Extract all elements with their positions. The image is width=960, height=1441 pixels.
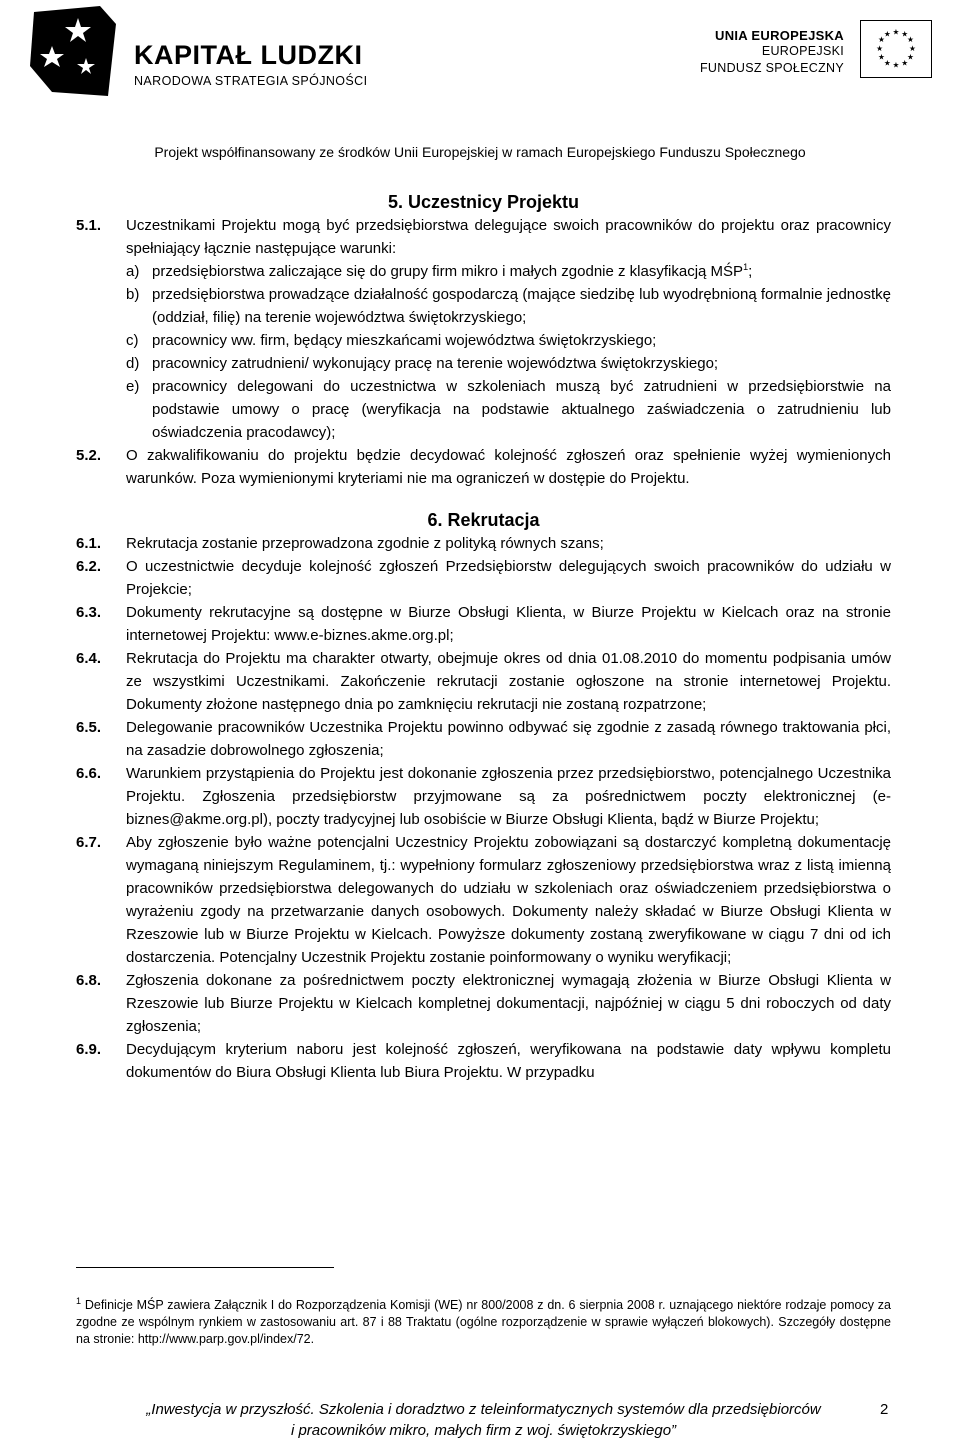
cofinance-statement: Projekt współfinansowany ze środków Unii Europejskiej w ramach Europejskiego Funduszu Społecznego [154, 144, 806, 160]
condition-b [126, 283, 891, 329]
condition-label: a) [126, 263, 140, 280]
clause-6-9 [76, 1038, 891, 1084]
clause-number: 5.1. [76, 217, 102, 234]
clause-text: Delegowanie pracowników Uczestnika Projektu powinno odbywać się zgodnie z zasadą równego traktowania płci, na zasadzie dobrowolnego zgłoszenia; [126, 719, 891, 759]
kapital-ludzki-title: KAPITAŁ LUDZKI [134, 40, 363, 70]
clause-number: 6.4. [76, 650, 102, 667]
clause-number: 6.9. [76, 1041, 102, 1058]
svg-text:★: ★ [883, 29, 891, 39]
svg-text:★: ★ [901, 58, 909, 68]
clause-number: 6.5. [76, 719, 102, 736]
eu-fund-line1: EUROPEJSKI [761, 44, 844, 58]
footer-line-1: „Inwestycja w przyszłość. Szkolenia i doradztwo z teleinformatycznych systemów dla przedsiębiorców [146, 1401, 821, 1418]
clause-number: 6.2. [76, 558, 102, 575]
clause-text: Rekrutacja do Projektu ma charakter otwarty, obejmuje okres od dnia 01.08.2010 do momentu podpisania umów ze wszystkimi Uczestnikami. Zakończenie rekrutacji zostanie ogłoszone na stronie internetowej Projektu. Dokumenty złożone następnego dnia po zamknięciu rekrutacji nie zostaną rozpatrzone; [126, 650, 891, 713]
kapital-ludzki-subtitle: NARODOWA STRATEGIA SPÓJNOŚCI [134, 74, 368, 88]
clause-6-4 [76, 647, 891, 716]
section-5-title: 5. Uczestnicy Projektu [387, 192, 580, 212]
clause-6-3 [76, 601, 891, 647]
footnote-separator [76, 1267, 334, 1268]
footnote-ref: 1 [743, 262, 749, 272]
svg-text:★: ★ [883, 58, 891, 68]
clause-number: 5.2. [76, 447, 102, 464]
kapital-ludzki-emblem-icon [30, 6, 116, 96]
svg-text:★: ★ [907, 35, 914, 45]
eu-title: UNIA EUROPEJSKA [715, 28, 844, 43]
svg-text:★: ★ [901, 29, 909, 39]
clause-text: Warunkiem przystąpienia do Projektu jest dokonanie zgłoszenia przez przedsiębiorstwo, potencjalnego Uczestnika Projektu. Zgłoszenia przedsiębiorstw przyjmowane są za pośrednictwem poczty elektronicznej (e-biznes@akme.org.pl), poczty tradycyjnej lub osobiście w Biurze Obsługi Klienta, bądź w Biurze Projektu; [126, 765, 891, 828]
svg-text:★: ★ [876, 43, 884, 53]
condition-a [126, 260, 891, 283]
condition-e [126, 375, 891, 444]
eu-flag-icon [860, 20, 932, 78]
condition-text: przedsiębiorstwa zaliczające się do grupy firm mikro i małych zgodnie z klasyfikacją MŚP [152, 263, 744, 280]
svg-text:★: ★ [892, 60, 900, 70]
clause-6-5 [76, 716, 891, 762]
condition-label: e) [126, 378, 140, 395]
clause-6-1 [76, 532, 891, 555]
condition-label: c) [126, 332, 139, 349]
clause-number: 6.8. [76, 972, 102, 989]
eu-logo [700, 20, 932, 90]
footer-line-2: i pracowników mikro, małych firm z woj. świętokrzyskiego” [290, 1422, 677, 1439]
svg-text:★: ★ [878, 52, 885, 62]
condition-text: pracownicy ww. firm, będący mieszkańcami województwa świętokrzyskiego; [152, 332, 657, 349]
clause-text: Zgłoszenia dokonane za pośrednictwem poczty elektronicznej wymagają złożenia w Biurze Obsługi Klienta w Rzeszowie lub Biurze Projektu w Kielcach kompletnej dokumentacji, najpóźniej w ciągu 5 dni roboczych od daty zgłoszenia; [126, 972, 891, 1035]
clause-text: O uczestnictwie decyduje kolejność zgłoszeń Przedsiębiorstw delegujących swoich pracowników do udziału w Projekcie; [126, 558, 891, 598]
condition-c [126, 329, 891, 352]
kapital-ludzki-logo [30, 6, 368, 96]
condition-text: przedsiębiorstwa prowadzące działalność gospodarczą (mające siedzibę lub wyodrębnioną formalnie jednostkę (oddział, filię) na terenie województwa świętokrzyskiego; [152, 286, 891, 326]
condition-text: pracownicy zatrudnieni/ wykonujący pracę na terenie województwa świętokrzyskiego; [152, 355, 719, 372]
page-number: 2 [880, 1401, 889, 1418]
condition-label: b) [126, 286, 140, 303]
section-6-title: 6. Rekrutacja [427, 510, 540, 530]
clause-number: 6.3. [76, 604, 102, 621]
clause-5-2 [76, 444, 891, 490]
clause-5-1 [76, 214, 891, 444]
page-footer [76, 1399, 891, 1441]
clause-text: Rekrutacja zostanie przeprowadzona zgodnie z polityką równych szans; [126, 535, 604, 552]
svg-text:★: ★ [908, 43, 916, 53]
svg-text:★: ★ [892, 27, 900, 37]
eu-fund-line2: FUNDUSZ SPOŁECZNY [699, 61, 844, 75]
footnote-mark: 1 [76, 1295, 82, 1306]
clause-text: Uczestnikami Projektu mogą być przedsiębiorstwa delegujące swoich pracowników do projektu oraz pracownicy spełniający łącznie następujące warunki: [126, 217, 891, 257]
condition-text: pracownicy delegowani do uczestnictwa w szkoleniach muszą być zatrudnieni w przedsiębiorstwie na podstawie umowy o pracę (weryfikacja na podstawie aktualnego zaświadczenia o zatrudnieniu lub oświadczenia pracodawcy); [152, 378, 891, 441]
svg-text:★: ★ [907, 52, 914, 62]
condition-d [126, 352, 891, 375]
footnote [76, 1297, 891, 1348]
condition-end: ; [748, 263, 753, 280]
clause-6-6 [76, 762, 891, 831]
clause-number: 6.1. [76, 535, 102, 552]
clause-text: O zakwalifikowaniu do projektu będzie decydować kolejność zgłoszeń oraz spełnienie wyżej wymienionych warunków. Poza wymienionymi kryteriami nie ma ograniczeń w dostępie do Projektu. [126, 447, 891, 487]
clause-text: Dokumenty rekrutacyjne są dostępne w Biurze Obsługi Klienta, w Biurze Projektu w Kielcach oraz na stronie internetowej Projektu: www.e-biznes.akme.org.pl; [126, 604, 891, 644]
svg-text:★: ★ [878, 35, 885, 45]
clause-text: Aby zgłoszenie było ważne potencjalni Uczestnicy Projektu zobowiązani są dostarczyć kompletną dokumentację wymaganą niniejszym Regulaminem, tj.: wypełniony formularz zgłoszeniowy przedsiębiorstwa wraz z listą imienną pracowników przedsiębiorstwa delegowanych do udziału w szkoleniach oraz oświadczeniem przedsiębiorstwa o wyrażeniu zgody na przetwarzanie danych osobowych. Dokumenty należy składać w Biurze Obsługi Klienta w Rzeszowie lub w Biurze Projektu w Kielcach. Powyższe dokumenty zostaną zweryfikowane w ciągu 7 dni od ich dostarczenia. Potencjalny Uczestnik Projektu zostanie poinformowany o wyniku weryfikacji; [126, 834, 891, 966]
clause-6-7 [76, 831, 891, 969]
clause-text: Decydującym kryterium naboru jest kolejność zgłoszeń, weryfikowana na podstawie daty wpływu kompletu dokumentów do Biura Obsługi Klienta lub Biura Projektu. W przypadku [126, 1041, 891, 1081]
document-body [76, 190, 891, 1084]
footnote-text: Definicje MŚP zawiera Załącznik I do Rozporządzenia Komisji (WE) nr 800/2008 z dn. 6 sierpnia 2008 r. uznającego niektóre rodzaje pomocy za zgodne ze wspólnym rynkiem w zastosowaniu art. 87 i 88 Traktatu (ogólne rozporządzenie w sprawie wyłączeń blokowych). Szczegóły dostępne na stronie: http://www.parp.gov.pl/index/72. [76, 1298, 891, 1346]
clause-number: 6.7. [76, 834, 102, 851]
clause-6-8 [76, 969, 891, 1038]
clause-number: 6.6. [76, 765, 102, 782]
condition-label: d) [126, 355, 140, 372]
clause-6-2 [76, 555, 891, 601]
